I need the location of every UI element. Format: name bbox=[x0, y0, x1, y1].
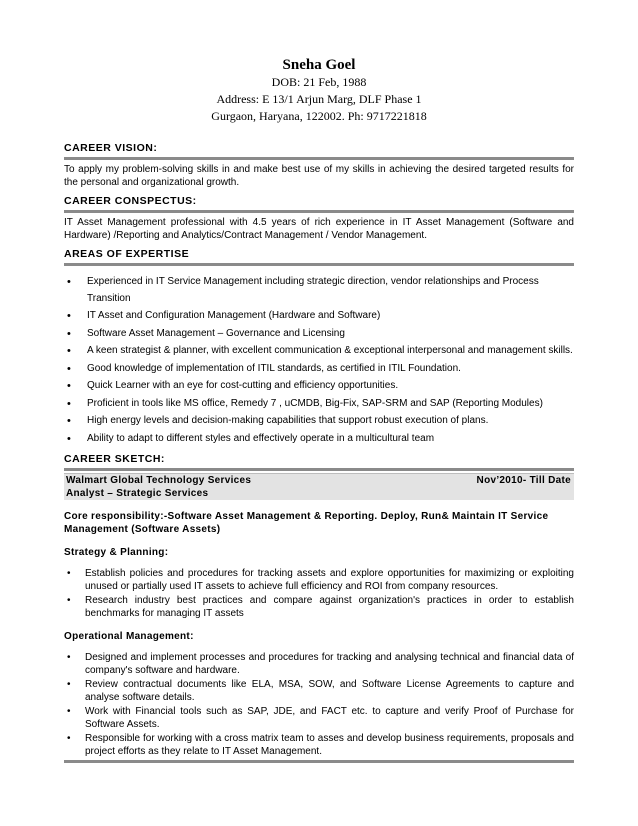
address-line: Address: E 13/1 Arjun Marg, DLF Phase 1 bbox=[216, 92, 422, 106]
resume-header bbox=[0, 56, 638, 125]
section-title-career-sketch: CAREER SKETCH: bbox=[64, 453, 574, 471]
list-item: • Quick Learner with an eye for cost-cutting and efficiency opportunities. bbox=[64, 378, 574, 395]
list-item: • Establish policies and procedures for tracking assets and explore opportunities for maximizing or exploiting unused or partially used IT assets to achieve full efficiency and ROI from company resources. bbox=[64, 567, 574, 593]
core-responsibility: Core responsibility:-Software Asset Management & Reporting. Deploy, Run& Maintain IT Service Management (Software Assets) bbox=[64, 511, 549, 535]
section-divider bbox=[64, 760, 574, 763]
candidate-name: Sneha Goel bbox=[282, 57, 356, 73]
list-item: • Work with Financial tools such as SAP, JDE, and FACT etc. to capture and verify Proof of Purchase for Software Assets. bbox=[64, 705, 574, 731]
section-title-career-vision: CAREER VISION: bbox=[64, 142, 574, 160]
list-item: • Software Asset Management – Governance and Licensing bbox=[64, 326, 574, 343]
subsection-title-strategy: Strategy & Planning: bbox=[64, 547, 169, 558]
list-item: • Responsible for working with a cross matrix team to asses and develop business requirements, proposals and project efforts as they relate to IT Asset Management. bbox=[64, 732, 574, 758]
job-header-bar bbox=[64, 473, 574, 500]
date-of-birth: DOB: 21 Feb, 1988 bbox=[271, 75, 367, 89]
job-period: Nov’2010- Till Date bbox=[476, 475, 571, 486]
list-item: • A keen strategist & planner, with excellent communication & exceptional interpersonal and management skills. bbox=[64, 343, 574, 360]
strategy-list bbox=[64, 567, 574, 620]
company-name: Walmart Global Technology Services bbox=[66, 475, 252, 486]
list-item: • Ability to adapt to different styles and effectively operate in a multicultural team bbox=[64, 431, 574, 448]
section-title-career-conspectus: CAREER CONSPECTUS: bbox=[64, 195, 574, 213]
job-role: Analyst – Strategic Services bbox=[66, 488, 209, 499]
job-role-row bbox=[64, 487, 574, 500]
job-company-row bbox=[64, 474, 574, 487]
city-phone-line: Gurgaon, Haryana, 122002. Ph: 9717221818 bbox=[211, 109, 427, 123]
list-item: • Good knowledge of implementation of ITIL standards, as certified in ITIL Foundation. bbox=[64, 361, 574, 378]
list-item: • Designed and implement processes and procedures for tracking and analysing technical and financial data of company's software and hardware. bbox=[64, 651, 574, 677]
list-item: • IT Asset and Configuration Management (Hardware and Software) bbox=[64, 308, 574, 325]
list-item: • Research industry best practices and compare against organization's practices in order to establish benchmarks for managing IT assets bbox=[64, 594, 574, 620]
resume-body bbox=[64, 142, 574, 763]
list-item: • Proficient in tools like MS office, Remedy 7 , uCMDB, Big-Fix, SAP-SRM and SAP (Reporting Modules) bbox=[64, 396, 574, 413]
list-item: • Experienced in IT Service Management including strategic direction, vendor relationships and Process Transition bbox=[64, 274, 574, 307]
list-item: • High energy levels and decision-making capabilities that support robust execution of plans. bbox=[64, 413, 574, 430]
operational-list bbox=[64, 651, 574, 758]
section-title-areas-of-expertise: AREAS OF EXPERTISE bbox=[64, 248, 574, 266]
list-item: • Review contractual documents like ELA, MSA, SOW, and Software License Agreements to capture and analyse software details. bbox=[64, 678, 574, 704]
career-conspectus-text: IT Asset Management professional with 4.5 years of rich experience in IT Asset Management (Software and Hardware) /Reporting and Analytics/Contract Management / Vendor Management. bbox=[64, 217, 574, 241]
career-vision-text: To apply my problem-solving skills in and make best use of my skills in achieving the desired targeted results for the personal and organizational growth. bbox=[64, 164, 574, 188]
expertise-list bbox=[64, 274, 574, 447]
subsection-title-operational: Operational Management: bbox=[64, 631, 194, 642]
